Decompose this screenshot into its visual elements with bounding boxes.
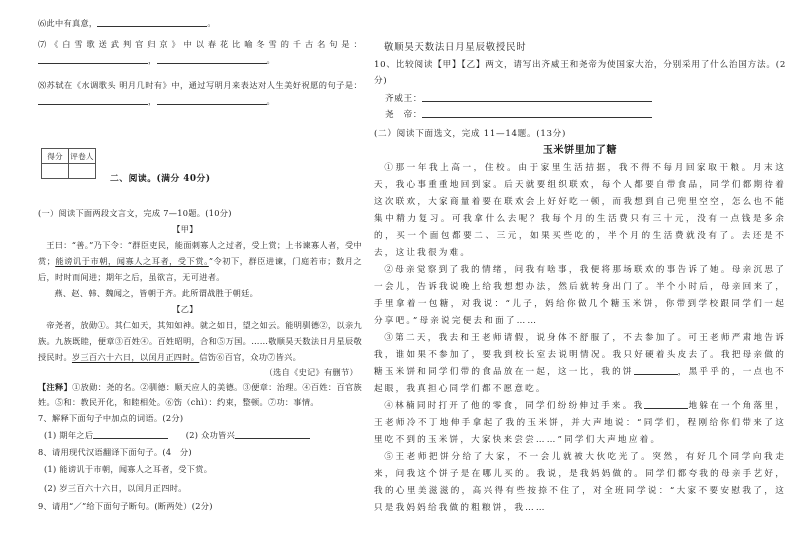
answer-blank bbox=[157, 55, 267, 64]
score-cell bbox=[42, 164, 69, 179]
score-header: 得分 bbox=[42, 149, 69, 164]
q6-text: ⑹此中有真意， bbox=[38, 18, 98, 28]
q10-label-yao: 尧 帝： bbox=[385, 110, 423, 120]
q7-end: 。 bbox=[266, 55, 275, 65]
story-paragraph-3 bbox=[374, 330, 786, 398]
yi-text-underlined: 岁三百六十六日，以闰月正四时。 bbox=[71, 352, 200, 362]
answer-blank bbox=[38, 96, 148, 105]
q6-end: 。 bbox=[207, 18, 216, 28]
story-body bbox=[374, 160, 786, 517]
q8-end: 。 bbox=[266, 96, 275, 106]
story-paragraph-5: ⑤王老师把饼分给了大家，不一会儿就被大伙吃光了。突然，有好几个同学向我走来，问我这个饼子是在哪儿买的。我说，是我妈妈做的。同学们都夸我的母亲手艺好，我的心里美滋滋的，高兴得有些按捺不住了，对全班同学说：“大家不要安慰我了，这只是我妈妈给我做的粗粮饼，我…… bbox=[374, 452, 786, 513]
fill-in-q7 bbox=[38, 36, 362, 68]
part1-reading bbox=[38, 205, 362, 514]
jia-text-c: ”令初下，群臣进谏，门庭若市；数月之后，时时而间进；期年之后，虽欲言，无可进者。 bbox=[38, 256, 362, 282]
q7-item-1: (1) 期年之后 bbox=[44, 430, 94, 440]
answer-blank bbox=[235, 430, 310, 439]
answer-blank bbox=[422, 109, 652, 118]
passage-source: （选自《史记》有删节） bbox=[264, 367, 358, 377]
answer-blank bbox=[38, 55, 148, 64]
story-paragraph-1: ①那一年我上高一，住校。由于家里生活拮据，我不得不每月回家取干粮。月末这天，我心事重重地回到家。后天就要组织联欢，每个人都要自带食品，同学们都期待着这次联欢，大家商量着要在联欢会上好好吃一顿，而我想到自己兜里空空，怎么也不能集中精力复习。可我拿什么去呢？我每个月的生活费只有三十元，没有一点钱是多余的，买一个面包都要二、三元，如果买些吃的，半个月的生活费就没有了。去还是不去，这让我很为难。 bbox=[374, 163, 786, 258]
passage-jia-label: 【甲】 bbox=[172, 224, 198, 234]
passage-yi-label: 【乙】 bbox=[172, 304, 198, 314]
q8-text: ⑻苏轼在《水调歌头 明月几时有》中，通过写明月来表达对人生美好祝愿的句子是： bbox=[38, 80, 362, 90]
story-title: 玉米饼里加了糖 bbox=[542, 145, 618, 156]
passage-jia-p1 bbox=[38, 237, 362, 285]
q7-item-2: (2) 众功皆兴 bbox=[185, 430, 236, 440]
part2-intro: (二）阅读下面选文，完成 11—14题。(13分) bbox=[374, 129, 567, 139]
answer-blank bbox=[644, 400, 688, 409]
q10-answer-line-1 bbox=[374, 91, 786, 107]
annotations-label: 【注释】 bbox=[38, 382, 73, 392]
jia-text-underlined: 能谤讥于市朝，闻寡人之耳者，受下赏。 bbox=[55, 256, 209, 266]
answer-blank bbox=[93, 430, 168, 439]
answer-blank bbox=[422, 93, 652, 102]
answer-blank bbox=[634, 366, 678, 375]
fill-in-q6 bbox=[38, 15, 362, 31]
part1-intro: (一）阅读下面两段文言文，完成 7—10题。(10分) bbox=[38, 208, 232, 218]
q9-sentence: 敬顺昊天数法日月星辰敬授民时 bbox=[384, 42, 527, 53]
story-paragraph-2: ②母亲觉察到了我的情绪，问我有啥事，我便将那场联欢的事告诉了她。母亲沉思了一会儿，告诉我说晚上给我想想办法，然后就转身出门了。半个小时后，母亲回来了，手里拿着一包糖，对我说：“儿子，妈给你做几个糖玉米饼，你带到学校跟同学们一起分享吧。”母亲说完便去和面了…… bbox=[374, 265, 786, 326]
grader-cell bbox=[69, 164, 96, 179]
passage-yi bbox=[38, 317, 362, 365]
p3-text-b: ，黑乎乎的，一点也不起眼，我真担心同学们都不愿意吃。 bbox=[374, 367, 786, 394]
q10-label-king: 齐威王： bbox=[385, 94, 423, 104]
grader-header: 评卷人 bbox=[69, 149, 96, 164]
fill-in-q8 bbox=[38, 77, 362, 109]
p4-text-b: 地躲在一个角落里，王老师冷不丁地伸手拿起了我的玉米饼，并大声地说：“同学们，程刚给你们带来了这里吃不到的玉米饼，大家快来尝尝……”同学们大声地应着。 bbox=[374, 401, 786, 445]
annotations bbox=[38, 380, 362, 410]
yi-text-c: 信饬⑥百官，众功⑦皆兴。 bbox=[199, 352, 302, 362]
yi-text-a: 帝尧者，放勋①。其仁如天，其知如神。就之如日，望之如云。能明驯德②，以亲九族。九族既睦，便章③百姓④。百姓昭明，合和⑤万国。……敬顺昊天数法日月星辰敬授民时。 bbox=[38, 320, 362, 362]
q8-item-1: (1) 能谤讥于市朝，闻寡人之耳者，受下赏。 bbox=[44, 464, 213, 474]
question-7: 7、解释下面句子中加点的词语。(2分) bbox=[38, 413, 184, 423]
q7-text: ⑺《白雪歌送武判官归京》中以春花比喻冬雪的千古名句是： bbox=[38, 39, 362, 49]
answer-blank bbox=[157, 96, 267, 105]
p3-text-a: ③第二天，我去和王老师请假，说身体不舒服了，不去参加了。可王老师严肃地告诉我，谁如果不参加了，要我到校长室去说明情况。我只好硬着头皮去了。我把母亲做的糖玉米饼和同学们带的食品放在一起，这一比，我的饼 bbox=[374, 333, 786, 377]
section-title: 二、阅读。(满分 40分) bbox=[110, 174, 211, 184]
jia-text-a: 王曰：“善。”乃下令：“群臣吏民，能面刺寡人之过者，受上赏；上书谏寡人者，受中赏； bbox=[38, 240, 362, 266]
question-8: 8、请用现代汉语翻译下面句子。(4 分) bbox=[38, 447, 192, 457]
annotations-text: ①放勋：尧的名。②驯德：顺天应人的美德。③便章：治理。④百姓：百官族姓。⑤和：教民开化，和睦相处。⑥饬（chì）：约束，整顿。⑦功：事情。 bbox=[38, 382, 362, 407]
q7-sep: ， bbox=[148, 55, 157, 65]
answer-blank bbox=[97, 18, 207, 27]
question-7-items bbox=[38, 426, 362, 444]
story-paragraph-4 bbox=[374, 398, 786, 449]
score-box bbox=[41, 148, 96, 179]
q8-sep: ， bbox=[148, 96, 157, 106]
question-10: 10、比较阅读【甲】【乙】两文，请写出齐威王和尧帝为使国家大治，分别采用了什么治国方法。(2分) bbox=[374, 60, 786, 86]
passage-jia-p2: 燕、赵、韩、魏闻之，皆朝于齐。此所谓战胜于朝廷。 bbox=[54, 288, 259, 298]
q10-answer-line-2 bbox=[374, 107, 786, 123]
question-9: 9、请用“／”给下面句子断句。(断两处）(2分) bbox=[38, 501, 213, 511]
q8-item-2: (2) 岁三百六十六日，以闰月正四时。 bbox=[44, 483, 187, 493]
p4-text-a: ④林楠同时打开了他的零食，同学们纷纷伸过手来。我 bbox=[384, 401, 645, 411]
